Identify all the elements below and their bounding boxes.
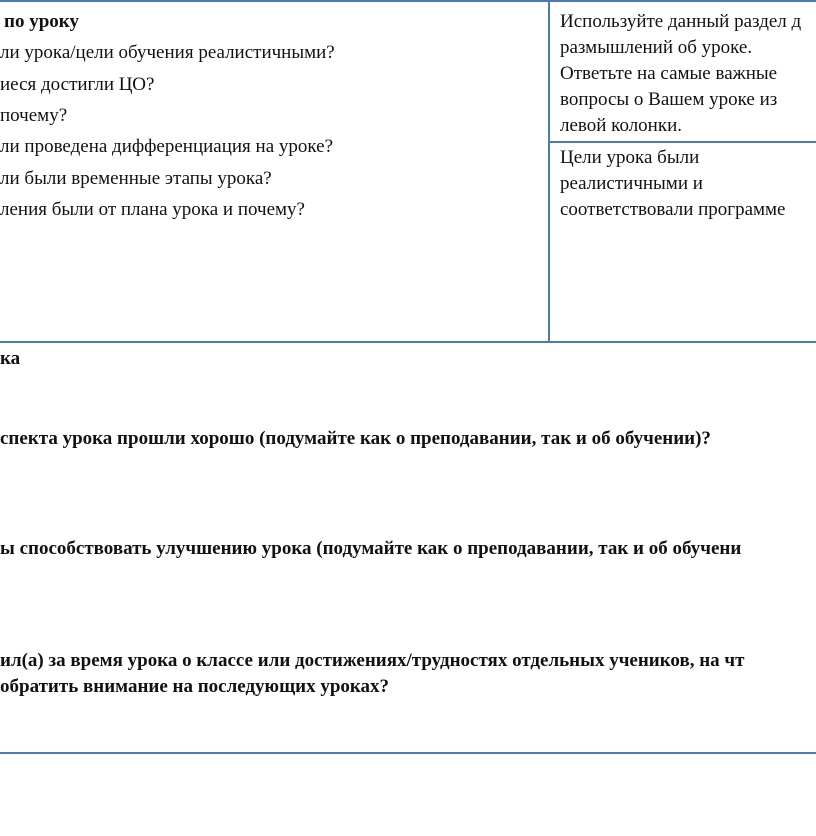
right-instruction-line-3: Ответьте на самые важные (560, 63, 778, 84)
right-instruction-line-5: левой колонки. (560, 115, 682, 136)
answer-line-2: реалистичными и (560, 173, 703, 194)
right-instruction-line-2: размышлений об уроке. (560, 37, 753, 58)
question-why: почему? (0, 105, 68, 126)
table-divider-vertical (548, 0, 550, 342)
right-instruction-line-1: Используйте данный раздел д (560, 11, 802, 32)
table-row-divider (0, 341, 816, 343)
question-deviations: ления были от плана урока и почему? (0, 199, 305, 220)
right-cell-divider (549, 141, 816, 143)
question-time-stages: ли были временные этапы урока? (0, 168, 272, 189)
question-students-achieved: иеся достигли ЦО? (0, 74, 155, 95)
right-instruction-line-4: вопросы о Вашем уроке из (560, 89, 778, 110)
left-cell-heading: по уроку (4, 11, 79, 32)
question-goals-realistic: ли урока/цели обучения реалистичными? (0, 42, 335, 63)
summary-question-learned-line-1: ил(а) за время урока о классе или достижениях/трудностях отдельных учеников, на чт (0, 650, 745, 671)
question-differentiation: ли проведена дифференциация на уроке? (0, 136, 334, 157)
table-border-top (0, 0, 816, 2)
answer-line-3: соответствовали программе (560, 199, 786, 220)
summary-question-learned-line-2: обратить внимание на последующих уроках? (0, 676, 390, 697)
summary-question-improve: ы способствовать улучшению урока (подумайте как о преподавании, так и об обучени (0, 538, 742, 559)
summary-question-went-well: спекта урока прошли хорошо (подумайте как о преподавании, так и об обучении)? (0, 428, 711, 449)
table-border-bottom (0, 752, 816, 754)
summary-heading: ка (0, 348, 21, 369)
answer-line-1: Цели урока были (560, 147, 700, 168)
